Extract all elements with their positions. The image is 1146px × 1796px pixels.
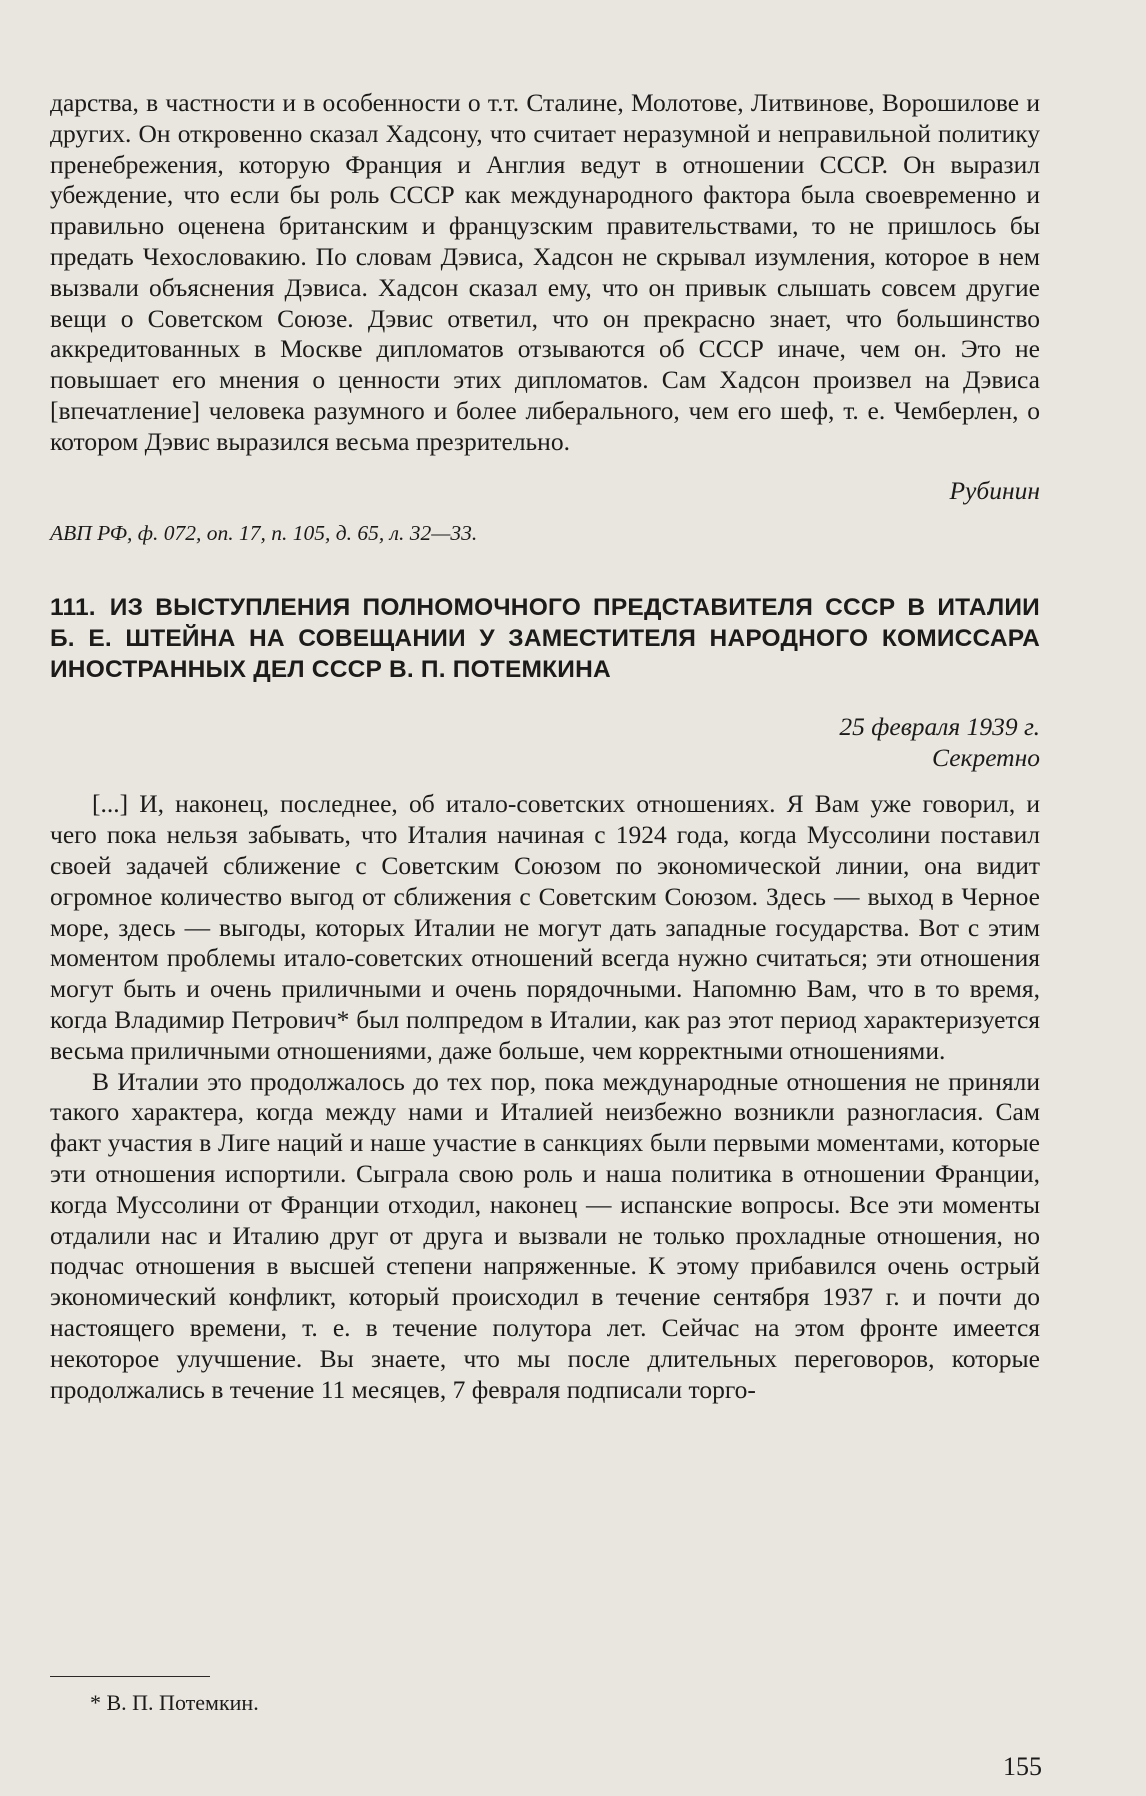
document-meta — [50, 711, 1040, 773]
archive-source-reference: АВП РФ, ф. 072, оп. 17, п. 105, д. 65, л. 32—33. — [50, 521, 478, 546]
footnote: * В. П. Потемкин. — [90, 1690, 259, 1715]
page-number: 155 — [1003, 1752, 1042, 1781]
footnote-divider — [50, 1676, 210, 1677]
document-classification: Секретно — [932, 743, 1040, 773]
top-paragraph: дарства, в частности и в особенности о т.т. Сталине, Молотове, Литвинове, Ворошилове и других. Он откровенно сказал Хадсону, что считает неразумной и неправильной политику пренебрежения, которую Франция и Англия ведут в отношении СССР. Он выразил убеждение, что если бы роль СССР как международного фактора была своевременно и правильно оценена британским и французским правительствами, то не пришлось бы предать Чехословакию. По словам Дэвиса, Хадсон не скрывал изумления, которое в нем вызвали объяснения Дэвиса. Хадсон сказал ему, что он привык слышать совсем другие вещи о Советском Союзе. Дэвис ответил, что он прекрасно знает, что большинство аккредитованных в Москве дипломатов отзываются об СССР иначе, чем он. Это не повышает его мнения о ценности этих дипломатов. Сам Хадсон произвел на Дэвиса [впечатление] человека разумного и более либерального, чем его шеф, т. е. Чемберлен, о котором Дэвис выразился весьма презрительно. — [50, 88, 1040, 456]
document-body — [50, 789, 1040, 1405]
body-paragraph-1: [...] И, наконец, последнее, об итало-советских отношениях. Я Вам уже говорил, и чего пока нельзя забывать, что Италия начиная с 1924 года, когда Муссолини поставил своей задачей сближение с Советским Союзом по экономической линии, она видит огромное количество выгод от сближения с Советским Союзом. Здесь — выход в Черное море, здесь — выгоды, которых Италии не могут дать западные государства. Вот с этим моментом проблемы итало-советских отношений всегда нужно считаться; эти отношения могут быть и очень приличными и очень порядочными. Напомню Вам, что в то время, когда Владимир Петрович* был полпредом в Италии, как раз этот период характеризуется весьма приличными отношениями, даже больше, чем корректными отношениями. — [50, 789, 1040, 1065]
document-date: 25 февраля 1939 г. — [839, 712, 1040, 742]
document-heading — [50, 592, 1040, 685]
signature: Рубинин — [949, 475, 1040, 505]
document-title: ИЗ ВЫСТУПЛЕНИЯ ПОЛНОМОЧНОГО ПРЕДСТАВИТЕЛЯ СССР В ИТАЛИИ Б. Е. ШТЕЙНА НА СОВЕЩАНИИ У ЗАМЕСТИТЕЛЯ НАРОДНОГО КОМИССАРА ИНОСТРАННЫХ ДЕЛ СССР В. П. ПОТЕМКИНА — [50, 594, 1040, 684]
body-paragraph-2: В Италии это продолжалось до тех пор, пока международные отношения не приняли такого характера, когда между нами и Италией неизбежно возникли разногласия. Сам факт участия в Лиге наций и наше участие в санкциях были первыми моментами, которые эти отношения испортили. Сыграла свою роль и наша политика в отношении Франции, когда Муссолини от Франции отходил, наконец — испанские вопросы. Все эти моменты отдалили нас и Италию друг от друга и вызвали не только прохладные отношения, но подчас отношения в высшей степени напряженные. К этому прибавился очень острый экономический конфликт, который происходил в течение сентября 1937 г. и почти до настоящего времени, т. е. в течение полутора лет. Сейчас на этом фронте имеется некоторое улучшение. Вы знаете, что мы после длительных переговоров, которые продолжались в течение 11 месяцев, 7 февраля подписали торго- — [50, 1066, 1040, 1404]
document-number: 111. — [50, 594, 96, 622]
